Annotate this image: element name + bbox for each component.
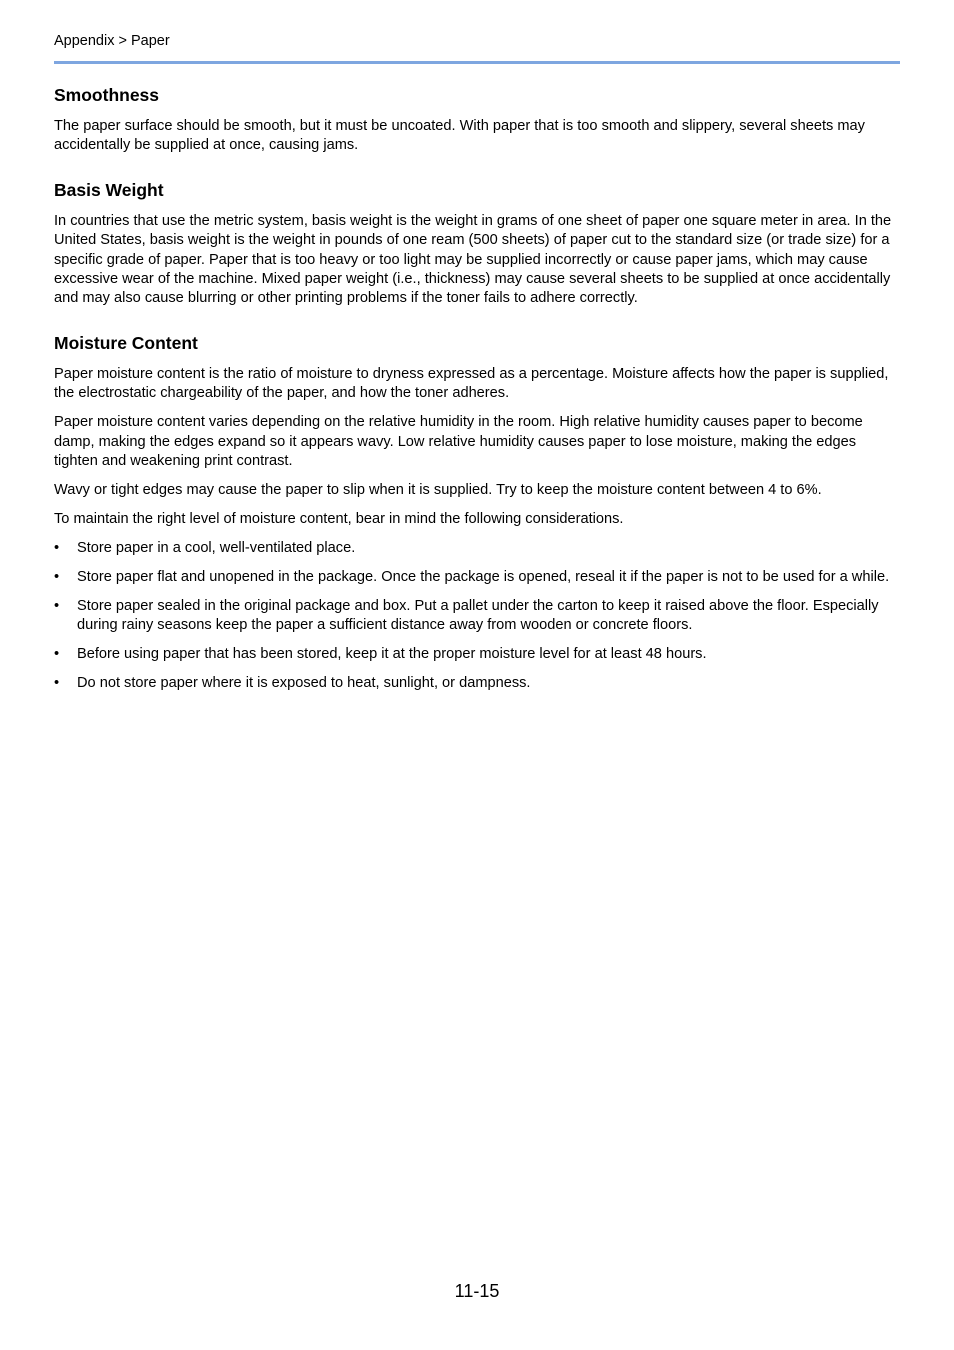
list-item bbox=[54, 674, 900, 693]
list-item-text: Store paper sealed in the original package and box. Put a pallet under the carton to keep it raised above the floor. Especially during rainy seasons keep the paper a sufficient distance away from wooden or concrete floors. bbox=[77, 597, 879, 633]
section-moisture-content bbox=[54, 332, 900, 693]
list-item bbox=[54, 645, 900, 664]
list-item-text: Do not store paper where it is exposed to heat, sunlight, or dampness. bbox=[77, 674, 531, 691]
bullet-icon: • bbox=[54, 597, 60, 614]
paragraph: The paper surface should be smooth, but it must be uncoated. With paper that is too smooth and slippery, several sheets may accidentally be supplied at once, causing jams. bbox=[54, 118, 865, 154]
section-heading: Basis Weight bbox=[54, 179, 164, 200]
breadcrumb: Appendix > Paper bbox=[54, 33, 170, 49]
document-body bbox=[54, 84, 900, 716]
bullet-icon: • bbox=[54, 674, 60, 691]
section-heading: Smoothness bbox=[54, 85, 160, 105]
list-item bbox=[54, 568, 900, 587]
section-heading: Moisture Content bbox=[54, 332, 198, 353]
considerations-list bbox=[54, 539, 900, 693]
list-item bbox=[54, 539, 900, 558]
page-header bbox=[54, 32, 900, 64]
paragraph: To maintain the right level of moisture content, bear in mind the following considerations. bbox=[54, 510, 624, 527]
header-divider bbox=[54, 61, 900, 64]
page-number: 11-15 bbox=[454, 1281, 500, 1301]
bullet-icon: • bbox=[54, 568, 60, 585]
paragraph: In countries that use the metric system, basis weight is the weight in grams of one sheet of paper one square meter in area. In the United States, basis weight is the weight in pounds of one ream (500 sheets) of paper cut to the standard size (or trade size) for a specific grade of paper. Paper that is too heavy or too light may be supplied incorrectly or cause paper jams, which may cause excessive wear of the machine. Mixed paper weight (i.e., thickness) may cause several sheets to be supplied at once accidentally and may also cause blurring or other printing problems if the toner fails to adhere correctly. bbox=[54, 212, 892, 307]
paragraph: Paper moisture content is the ratio of moisture to dryness expressed as a percentage. Moisture affects how the paper is supplied, the electrostatic chargeability of the paper, and how the toner adheres. bbox=[54, 365, 889, 402]
paragraph: Wavy or tight edges may cause the paper to slip when it is supplied. Try to keep the moisture content between 4 to 6%. bbox=[54, 481, 822, 498]
list-item-text: Store paper in a cool, well-ventilated place. bbox=[77, 539, 356, 556]
bullet-icon: • bbox=[54, 539, 60, 556]
section-smoothness bbox=[54, 84, 900, 156]
list-item-text: Store paper flat and unopened in the package. Once the package is opened, reseal it if the paper is not to be used for a while. bbox=[77, 568, 890, 585]
list-item-text: Before using paper that has been stored, keep it at the proper moisture level for at least 48 hours. bbox=[77, 645, 707, 662]
section-basis-weight bbox=[54, 179, 900, 309]
paragraph: Paper moisture content varies depending on the relative humidity in the room. High relative humidity causes paper to become damp, making the edges expand so it appears wavy. Low relative humidity causes paper to lose moisture, making the edges tighten and weakening print contrast. bbox=[54, 414, 863, 469]
list-item bbox=[54, 597, 900, 636]
bullet-icon: • bbox=[54, 645, 60, 662]
